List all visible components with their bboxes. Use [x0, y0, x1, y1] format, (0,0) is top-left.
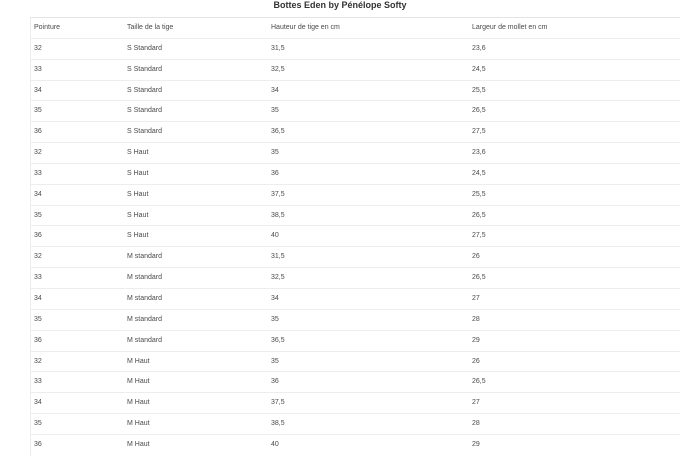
cell-hauteur-tige: 31,5 [271, 44, 285, 52]
cell-taille-tige: M standard [127, 336, 163, 344]
table-title: Bottes Eden by Pénélope Softy [273, 0, 407, 10]
cell-taille-tige: S Standard [127, 65, 163, 73]
cell-taille-tige: S Standard [127, 86, 163, 94]
table-row [31, 289, 680, 310]
table-row [31, 164, 680, 185]
table-row [31, 331, 680, 352]
cell-largeur-mollet: 26 [472, 253, 480, 261]
cell-taille-tige: S Standard [127, 128, 163, 136]
table-row [31, 39, 680, 60]
cell-pointure: 36 [34, 128, 42, 136]
cell-taille-tige: M Haut [127, 440, 150, 448]
table-row [31, 352, 680, 373]
cell-taille-tige: M standard [127, 315, 163, 323]
table-row [31, 247, 680, 268]
cell-taille-tige: S Haut [127, 190, 149, 198]
table-row [31, 60, 680, 81]
cell-taille-tige: S Haut [127, 169, 149, 177]
cell-hauteur-tige: 35 [271, 357, 279, 365]
cell-pointure: 32 [34, 253, 42, 261]
header-taille-tige: Taille de la tige [127, 24, 174, 31]
cell-largeur-mollet: 24,5 [472, 169, 486, 177]
cell-hauteur-tige: 31,5 [271, 253, 285, 261]
cell-pointure: 34 [34, 190, 42, 198]
table-row [31, 143, 680, 164]
cell-taille-tige: M standard [127, 294, 163, 302]
cell-pointure: 35 [34, 315, 42, 323]
cell-pointure: 36 [34, 336, 42, 344]
cell-largeur-mollet: 26,5 [472, 274, 486, 282]
cell-pointure: 36 [34, 440, 42, 448]
table-row [31, 206, 680, 227]
table-row [31, 122, 680, 143]
header-pointure: Pointure [34, 24, 61, 31]
table-row [31, 372, 680, 393]
cell-hauteur-tige: 38,5 [271, 211, 285, 219]
cell-taille-tige: S Standard [127, 107, 163, 115]
cell-taille-tige: S Haut [127, 149, 149, 157]
cell-pointure: 34 [34, 294, 42, 302]
cell-hauteur-tige: 36 [271, 169, 279, 177]
cell-taille-tige: M standard [127, 253, 163, 261]
cell-taille-tige: S Standard [127, 44, 163, 52]
cell-largeur-mollet: 28 [472, 315, 480, 323]
cell-pointure: 35 [34, 420, 42, 428]
cell-pointure: 32 [34, 149, 42, 157]
cell-largeur-mollet: 23,6 [472, 149, 486, 157]
cell-taille-tige: S Haut [127, 232, 149, 240]
cell-pointure: 33 [34, 65, 42, 73]
table-row [31, 268, 680, 289]
cell-pointure: 33 [34, 169, 42, 177]
cell-hauteur-tige: 40 [271, 232, 279, 240]
table-row [31, 310, 680, 331]
cell-hauteur-tige: 32,5 [271, 65, 285, 73]
cell-largeur-mollet: 29 [472, 336, 480, 344]
cell-largeur-mollet: 24,5 [472, 65, 486, 73]
cell-largeur-mollet: 27,5 [472, 128, 486, 136]
cell-hauteur-tige: 36 [271, 378, 279, 386]
cell-hauteur-tige: 32,5 [271, 274, 285, 282]
cell-pointure: 33 [34, 378, 42, 386]
table-row [31, 435, 680, 456]
cell-pointure: 36 [34, 232, 42, 240]
cell-largeur-mollet: 27 [472, 294, 480, 302]
table-row [31, 393, 680, 414]
cell-hauteur-tige: 38,5 [271, 420, 285, 428]
cell-hauteur-tige: 40 [271, 440, 279, 448]
cell-pointure: 34 [34, 86, 42, 94]
table-row [31, 81, 680, 102]
cell-hauteur-tige: 35 [271, 107, 279, 115]
cell-hauteur-tige: 34 [271, 294, 279, 302]
table-row [31, 185, 680, 206]
cell-hauteur-tige: 34 [271, 86, 279, 94]
cell-pointure: 32 [34, 44, 42, 52]
cell-largeur-mollet: 25,5 [472, 190, 486, 198]
cell-taille-tige: S Haut [127, 211, 149, 219]
cell-taille-tige: M Haut [127, 420, 150, 428]
cell-hauteur-tige: 35 [271, 315, 279, 323]
table-row [31, 226, 680, 247]
cell-pointure: 34 [34, 399, 42, 407]
cell-pointure: 35 [34, 211, 42, 219]
cell-hauteur-tige: 35 [271, 149, 279, 157]
cell-largeur-mollet: 28 [472, 420, 480, 428]
cell-taille-tige: M Haut [127, 378, 150, 386]
table-header-row [31, 18, 680, 39]
cell-pointure: 33 [34, 274, 42, 282]
size-table [30, 17, 680, 456]
cell-largeur-mollet: 26,5 [472, 211, 486, 219]
table-row [31, 101, 680, 122]
cell-hauteur-tige: 36,5 [271, 128, 285, 136]
table-row [31, 414, 680, 435]
cell-pointure: 32 [34, 357, 42, 365]
cell-pointure: 35 [34, 107, 42, 115]
header-hauteur-tige: Hauteur de tige en cm [271, 24, 340, 31]
cell-hauteur-tige: 36,5 [271, 336, 285, 344]
cell-hauteur-tige: 37,5 [271, 190, 285, 198]
cell-largeur-mollet: 27,5 [472, 232, 486, 240]
cell-taille-tige: M Haut [127, 399, 150, 407]
cell-largeur-mollet: 25,5 [472, 86, 486, 94]
cell-largeur-mollet: 26,5 [472, 378, 486, 386]
cell-largeur-mollet: 27 [472, 399, 480, 407]
cell-largeur-mollet: 23,6 [472, 44, 486, 52]
cell-taille-tige: M Haut [127, 357, 150, 365]
cell-largeur-mollet: 26 [472, 357, 480, 365]
cell-largeur-mollet: 29 [472, 440, 480, 448]
table-body [31, 39, 680, 456]
cell-taille-tige: M standard [127, 274, 163, 282]
header-largeur-mollet: Largeur de mollet en cm [472, 24, 548, 31]
cell-largeur-mollet: 26,5 [472, 107, 486, 115]
cell-hauteur-tige: 37,5 [271, 399, 285, 407]
